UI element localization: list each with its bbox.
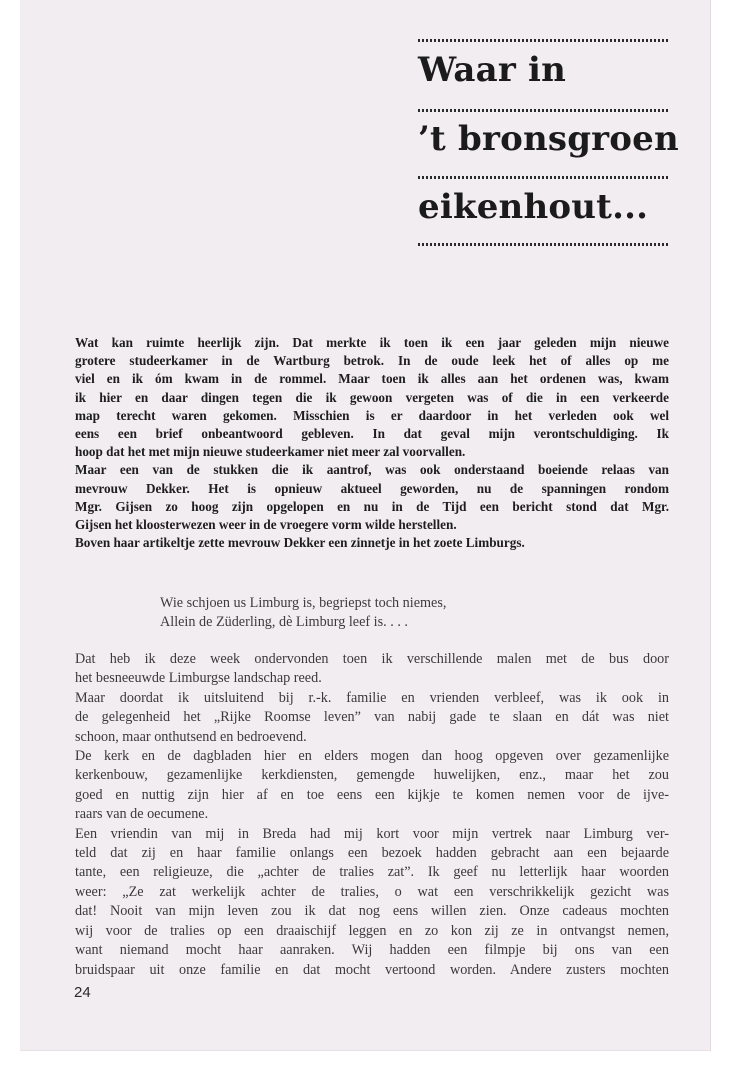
body-line: Dat heb ik deze week ondervonden toen ik verschillende malen met de bus door <box>75 651 669 667</box>
body-line: teld dat zij en haar familie onlangs een bezoek hadden gebracht aan een bejaarde <box>75 845 669 862</box>
title-rule-top <box>418 39 670 42</box>
body-line: De kerk en de dagbladen hier en elders mogen dan hoog opgeven over gezamenlijke <box>75 748 669 765</box>
intro-paragraph <box>75 334 669 552</box>
intro-line: Gijsen het kloosterwezen weer in de vroegere vorm wilde herstellen. <box>75 517 457 533</box>
poem <box>160 594 446 632</box>
body-line: kerkenbouw, gezamenlijke kerkdiensten, gemengde huwelijken, enz., maar het zou <box>75 767 669 784</box>
title-line-3: eikenhout... <box>418 187 649 227</box>
intro-line: grotere studeerkamer in de Wartburg betrok. In de oude leek het of alles op me <box>75 353 669 369</box>
body-line: weer: „Ze zat werkelijk achter de tralies, o wat een verschrikkelijk gezicht was <box>75 883 669 900</box>
intro-line: eens een brief onbeantwoord gebleven. In dat geval mijn verontschuldiging. Ik <box>75 426 669 442</box>
body-line: Maar doordat ik uitsluitend bij r.-k. familie en vrienden verbleef, was ik ook in <box>75 689 669 706</box>
body-text <box>75 650 669 980</box>
intro-line: mevrouw Dekker. Het is opnieuw aktueel geworden, nu de spanningen rondom <box>75 480 669 496</box>
body-line: bruidspaar uit onze familie en dat mocht vertoond worden. Andere zusters mochten <box>75 961 669 978</box>
body-line: de gelegenheid het „Rijke Roomse leven” van nabij gade te slaan en dát was niet <box>75 709 669 726</box>
intro-line: Wat kan ruimte heerlijk zijn. Dat merkte ik toen ik een jaar geleden mijn nieuwe <box>75 335 669 350</box>
body-line: wij voor de tralies op een draaischijf leggen en zo kon zij ze in ontvangst nemen, <box>75 922 669 939</box>
poem-line: Allein de Züderling, dè Limburg leef is. . . . <box>160 614 408 630</box>
body-line: raars van de oecumene. <box>75 806 209 823</box>
intro-line: Maar een van de stukken die ik aantrof, was ook onderstaand boeiende relaas van <box>75 462 669 478</box>
page-number: 24 <box>74 984 91 1001</box>
body-line: goed en nuttig zijn hier af en toe eens een kijkje te komen nemen voor de ijve- <box>75 786 669 803</box>
body-line: dat! Nooit van mijn leven zou ik dat nog eens willen zien. Onze cadeaus mochten <box>75 903 669 920</box>
body-line: het besneeuwde Limburgse landschap reed. <box>75 670 322 687</box>
intro-line: ik hier en daar dingen tegen die ik gewoon vergeten was of die in een verkeerde <box>75 389 669 405</box>
intro-line: Mgr. Gijsen zo hoog zijn opgelopen en nu in de Tijd een bericht stond dat Mgr. <box>75 498 669 514</box>
title-rule-bottom <box>418 243 670 246</box>
title-line-2: ’t bronsgroen <box>418 119 679 159</box>
title-rule-3 <box>418 176 670 179</box>
body-line: want niemand mocht haar aanraken. Wij hadden een filmpje bij ons van een <box>75 942 669 959</box>
intro-line: Boven haar artikeltje zette mevrouw Dekker een zinnetje in het zoete Limburgs. <box>75 535 525 551</box>
intro-line: map terecht waren gekomen. Misschien is er daardoor in het verleden ook wel <box>75 407 669 423</box>
body-line: schoon, maar onthutsend en bedroevend. <box>75 728 307 745</box>
body-line: tante, een religieuze, die „achter de tralies zat”. Ik geef nu letterlijk haar woorden <box>75 864 669 881</box>
intro-line: hoop dat het met mijn nieuwe studeerkamer niet meer zal voorvallen. <box>75 444 466 460</box>
intro-line: viel en ik óm kwam in de rommel. Maar toen ik alles aan het ordenen was, kwam <box>75 371 669 387</box>
title-line-1: Waar in <box>418 50 567 90</box>
title-rule-2 <box>418 109 670 112</box>
poem-line: Wie schjoen us Limburg is, begriepst toch niemes, <box>160 595 447 611</box>
body-line: Een vriendin van mij in Breda had mij kort voor mijn vertrek naar Limburg ver- <box>75 825 669 842</box>
